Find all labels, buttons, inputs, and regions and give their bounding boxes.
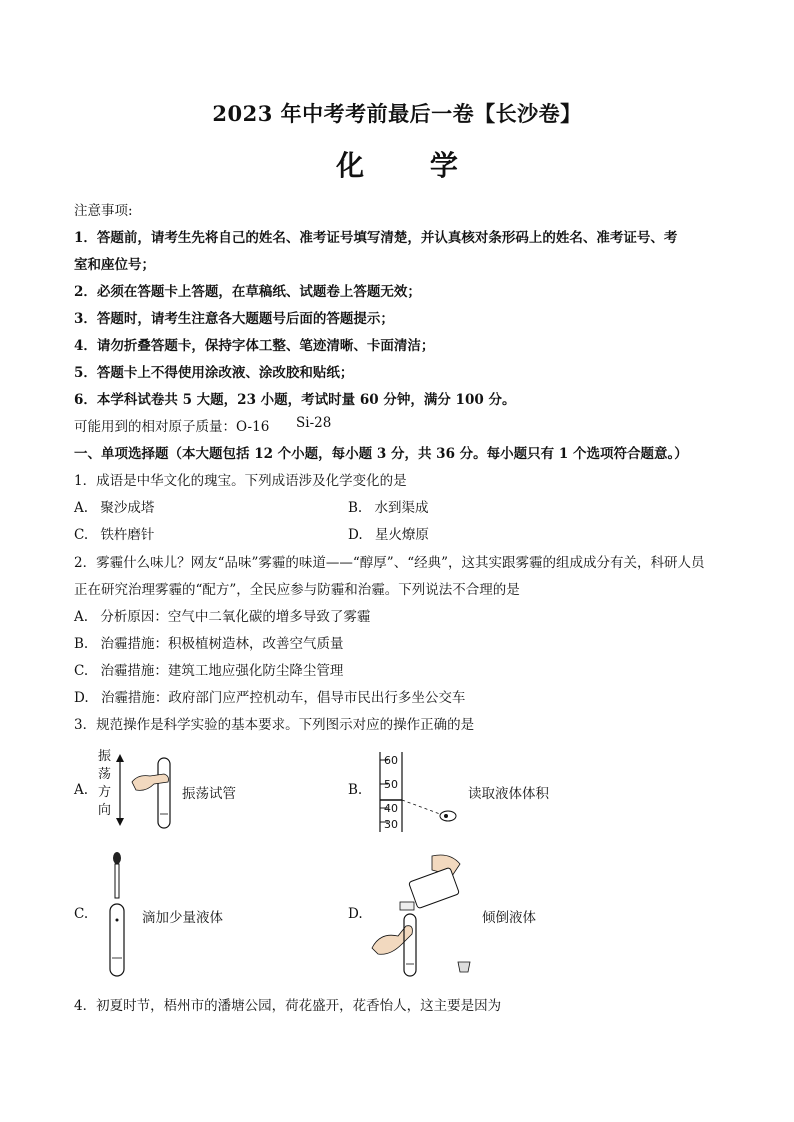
q3-option-d-letter[interactable]: D. — [348, 906, 363, 922]
scale-tick-60: 60 — [384, 754, 398, 767]
q3-stem: 3．规范操作是科学实验的基本要求。下列图示对应的操作正确的是 — [74, 717, 475, 733]
notice-item-1-cont: 室和座位号； — [74, 257, 155, 273]
shake-test-tube-figure — [112, 752, 182, 834]
q3-option-a-caption: 振荡试管 — [182, 786, 236, 802]
atomic-mass-label: 可能用到的相对原子质量：O-16 — [74, 419, 270, 435]
q1-option-d[interactable] — [348, 523, 429, 543]
q4-stem: 4．初夏时节，梧州市的潘塘公园，荷花盛开，花香怡人，这主要是因为 — [74, 998, 502, 1014]
q3-option-b-letter[interactable]: B. — [348, 782, 363, 798]
option-text: 铁杵磨针 — [100, 527, 155, 543]
q3-option-a-letter[interactable]: A. — [74, 782, 89, 798]
q2-stem-line2: 正在研究治理雾霾的“配方”，全民应参与防霾和治霾。下列说法不合理的是 — [74, 582, 520, 598]
option-text: 治霾措施：建筑工地应强化防尘降尘管理 — [100, 663, 344, 679]
notice-item-2: 2．必须在答题卡上答题，在草稿纸、试题卷上答题无效； — [74, 284, 421, 300]
scale-tick-40: 40 — [384, 802, 398, 815]
q1-stem: 1．成语是中华文化的瑰宝。下列成语涉及化学变化的是 — [74, 473, 407, 489]
dropper-test-tube-figure — [100, 848, 140, 980]
scale-tick-30: 30 — [384, 818, 398, 831]
option-text: 聚沙成塔 — [100, 500, 155, 516]
option-text: 水到渠成 — [374, 500, 429, 516]
q2-option-b[interactable] — [74, 632, 344, 652]
exam-title: 2023 年中考考前最后一卷【长沙卷】 — [212, 101, 582, 126]
notice-item-3: 3．答题时，请考生注意各大题题号后面的答题提示； — [74, 311, 394, 327]
q3-option-c-letter[interactable]: C. — [74, 906, 89, 922]
pouring-liquid-figure — [370, 852, 480, 980]
option-letter: B. — [348, 500, 363, 516]
q3-option-b-caption: 读取液体体积 — [468, 786, 549, 802]
q1-option-c[interactable] — [74, 523, 154, 543]
notice-item-4: 4．请勿折叠答题卡，保持字体工整、笔迹清晰、卡面清洁； — [74, 338, 435, 354]
shake-direction-label: 振 荡 方 向 — [98, 749, 112, 818]
section-heading: 一、单项选择题（本大题包括 12 个小题，每小题 3 分，共 36 分。每小题只有 1 个选项符合题意。） — [74, 446, 688, 462]
q3-option-d-caption: 倾倒液体 — [482, 910, 536, 926]
notice-item-6: 6．本学科试卷共 5 大题，23 小题，考试时量 60 分钟，满分 100 分。 — [74, 392, 516, 408]
subject-title: 化 学 — [336, 149, 486, 182]
option-letter: D. — [348, 527, 363, 543]
option-text: 治霾措施：政府部门应严控机动车，倡导市民出行多坐公交车 — [100, 690, 466, 706]
option-text: 分析原因：空气中二氧化碳的增多导致了雾霾 — [100, 609, 371, 625]
atomic-mass-si: Si-28 — [296, 415, 332, 431]
notice-item-1: 1．答题前，请考生先将自己的姓名、准考证号填写清楚，并认真核对条形码上的姓名、准考证号、考 — [74, 230, 678, 246]
q2-option-d[interactable] — [74, 686, 465, 706]
scale-tick-50: 50 — [384, 778, 398, 791]
q2-option-c[interactable] — [74, 659, 343, 679]
option-letter: C. — [74, 527, 89, 543]
option-text: 治霾措施：积极植树造林，改善空气质量 — [100, 636, 344, 652]
q3-option-c-caption: 滴加少量液体 — [142, 910, 223, 926]
option-letter: B. — [74, 636, 89, 652]
q1-option-b[interactable] — [348, 496, 429, 516]
q1-option-a[interactable] — [74, 496, 154, 516]
option-letter: A. — [74, 609, 89, 625]
q2-stem-line1: 2．雾霾什么味儿？网友“品味”雾霾的味道——“醇厚”、“经典”，这其实跟雾霾的组成成分有关，科研人员 — [74, 555, 705, 571]
option-text: 星火燎原 — [374, 527, 429, 543]
graduated-cylinder-figure — [350, 748, 470, 834]
option-letter: D. — [74, 690, 89, 706]
notice-heading: 注意事项: — [74, 203, 133, 219]
notice-item-5: 5．答题卡上不得使用涂改液、涂改胶和贴纸； — [74, 365, 354, 381]
q2-option-a[interactable] — [74, 605, 370, 625]
option-letter: C. — [74, 663, 89, 679]
option-letter: A. — [74, 500, 89, 516]
